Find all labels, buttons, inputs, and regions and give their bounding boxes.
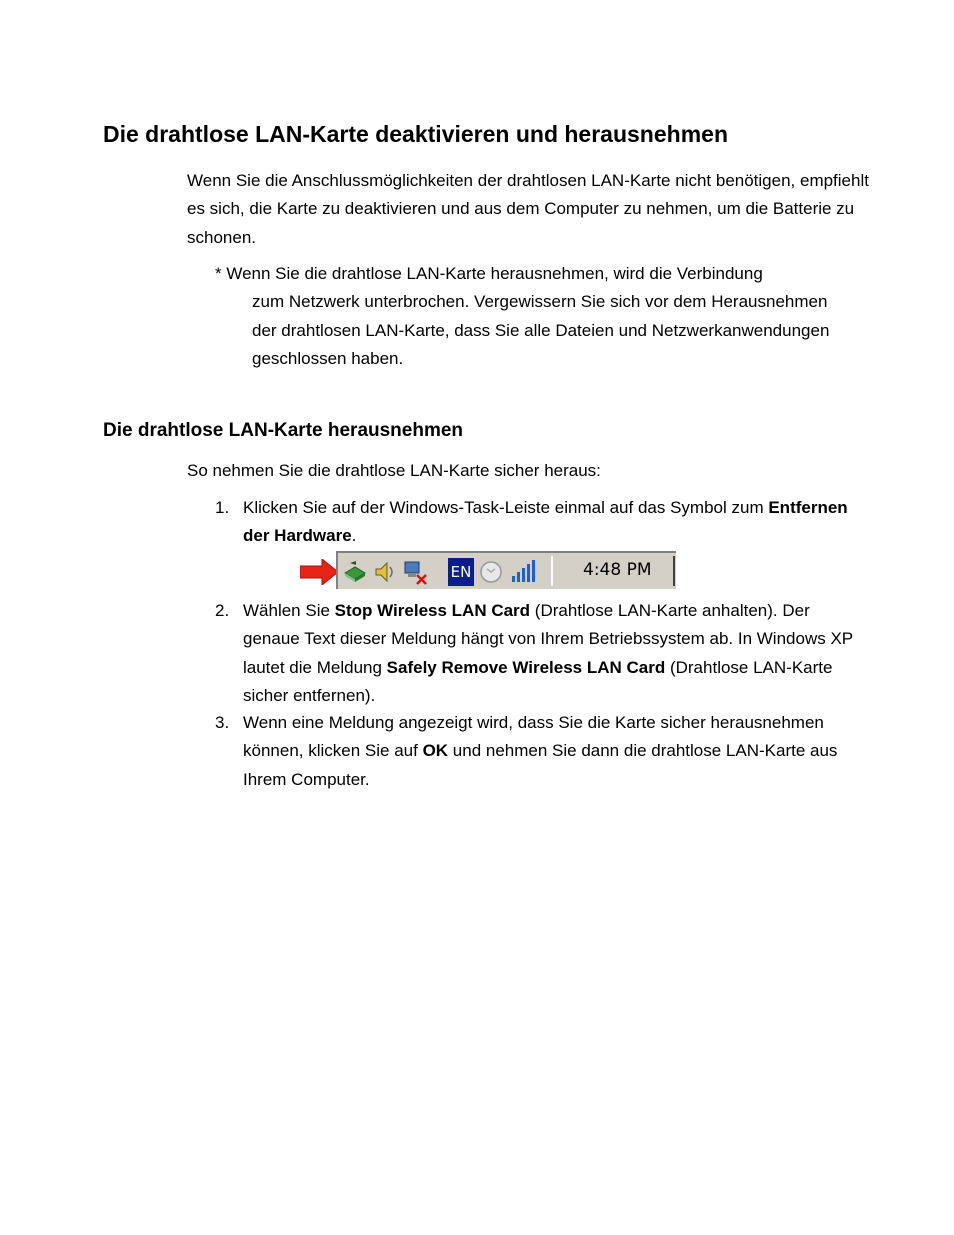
step-number: 2. <box>215 601 230 620</box>
step-text <box>243 494 865 551</box>
network-disconnected-icon[interactable] <box>402 559 428 585</box>
step-number: 3. <box>215 713 230 732</box>
subsection-intro: So nehmen Sie die drahtlose LAN-Karte sicher heraus: <box>187 461 601 480</box>
intro-paragraph: Wenn Sie die Anschlussmöglichkeiten der drahtlosen LAN-Karte nicht benötigen, empfiehlt es sich, die Karte zu deaktivieren und aus dem Computer zu nehmen, um die Batterie zu schonen. <box>187 171 869 247</box>
speaker-icon[interactable] <box>372 559 398 585</box>
subsection-title: Die drahtlose LAN-Karte herausnehmen <box>103 420 464 441</box>
step-bold-term: Entfernen der Hardware <box>243 498 848 546</box>
warning-note <box>215 260 855 373</box>
note-continuation: zum Netzwerk unterbrochen. Vergewissern Sie sich vor dem Herausnehmen der drahtlosen LAN-Karte, dass Sie alle Dateien und Netzwerkanwendungen geschlossen haben. <box>252 292 830 368</box>
step-text-part: Wenn eine Meldung angezeigt wird, dass Sie die Karte sicher herausnehmen können, klicken Sie auf <box>243 713 824 761</box>
signal-strength-icon[interactable] <box>510 559 536 585</box>
pointer-arrow-icon <box>300 559 338 585</box>
note-first-line: * Wenn Sie die drahtlose LAN-Karte herausnehmen, wird die Verbindung <box>215 264 763 283</box>
step-text-part: (Drahtlose LAN-Karte sicher entfernen). <box>243 657 833 705</box>
step-bold-term: Stop Wireless LAN Card <box>334 601 531 620</box>
system-tray <box>336 551 676 589</box>
step-text-part: und nehmen Sie dann die drahtlose LAN-Karte aus Ihrem Computer. <box>243 741 838 789</box>
language-indicator[interactable]: EN <box>448 558 474 586</box>
safely-remove-hardware-icon[interactable] <box>342 559 368 585</box>
clock-time: 4:48 PM <box>583 560 652 580</box>
page-title: Die drahtlose LAN-Karte deaktivieren und herausnehmen <box>103 121 728 147</box>
step-text-part: Klicken Sie auf der Windows-Task-Leiste einmal auf das Symbol zum <box>243 498 764 517</box>
clock-area[interactable] <box>551 556 675 586</box>
step-2 <box>215 597 865 710</box>
step-1 <box>215 494 865 551</box>
step-bold-term: OK <box>422 741 449 761</box>
step-text <box>243 709 865 794</box>
step-text-part: . <box>351 526 357 546</box>
step-3 <box>215 709 865 794</box>
step-text-part: (Drahtlose LAN-Karte anhalten). Der genaue Text dieser Meldung hängt von Ihrem Betriebssystem ab. In Windows XP lautet die Meldung <box>243 601 853 677</box>
taskbar-tray-screenshot <box>300 548 680 592</box>
step-number: 1. <box>215 498 230 517</box>
step-text-part: Wählen Sie <box>243 601 335 620</box>
step-bold-term: Safely Remove Wireless LAN Card <box>386 657 666 677</box>
clock-sync-icon[interactable] <box>478 559 504 585</box>
step-text <box>243 597 865 710</box>
